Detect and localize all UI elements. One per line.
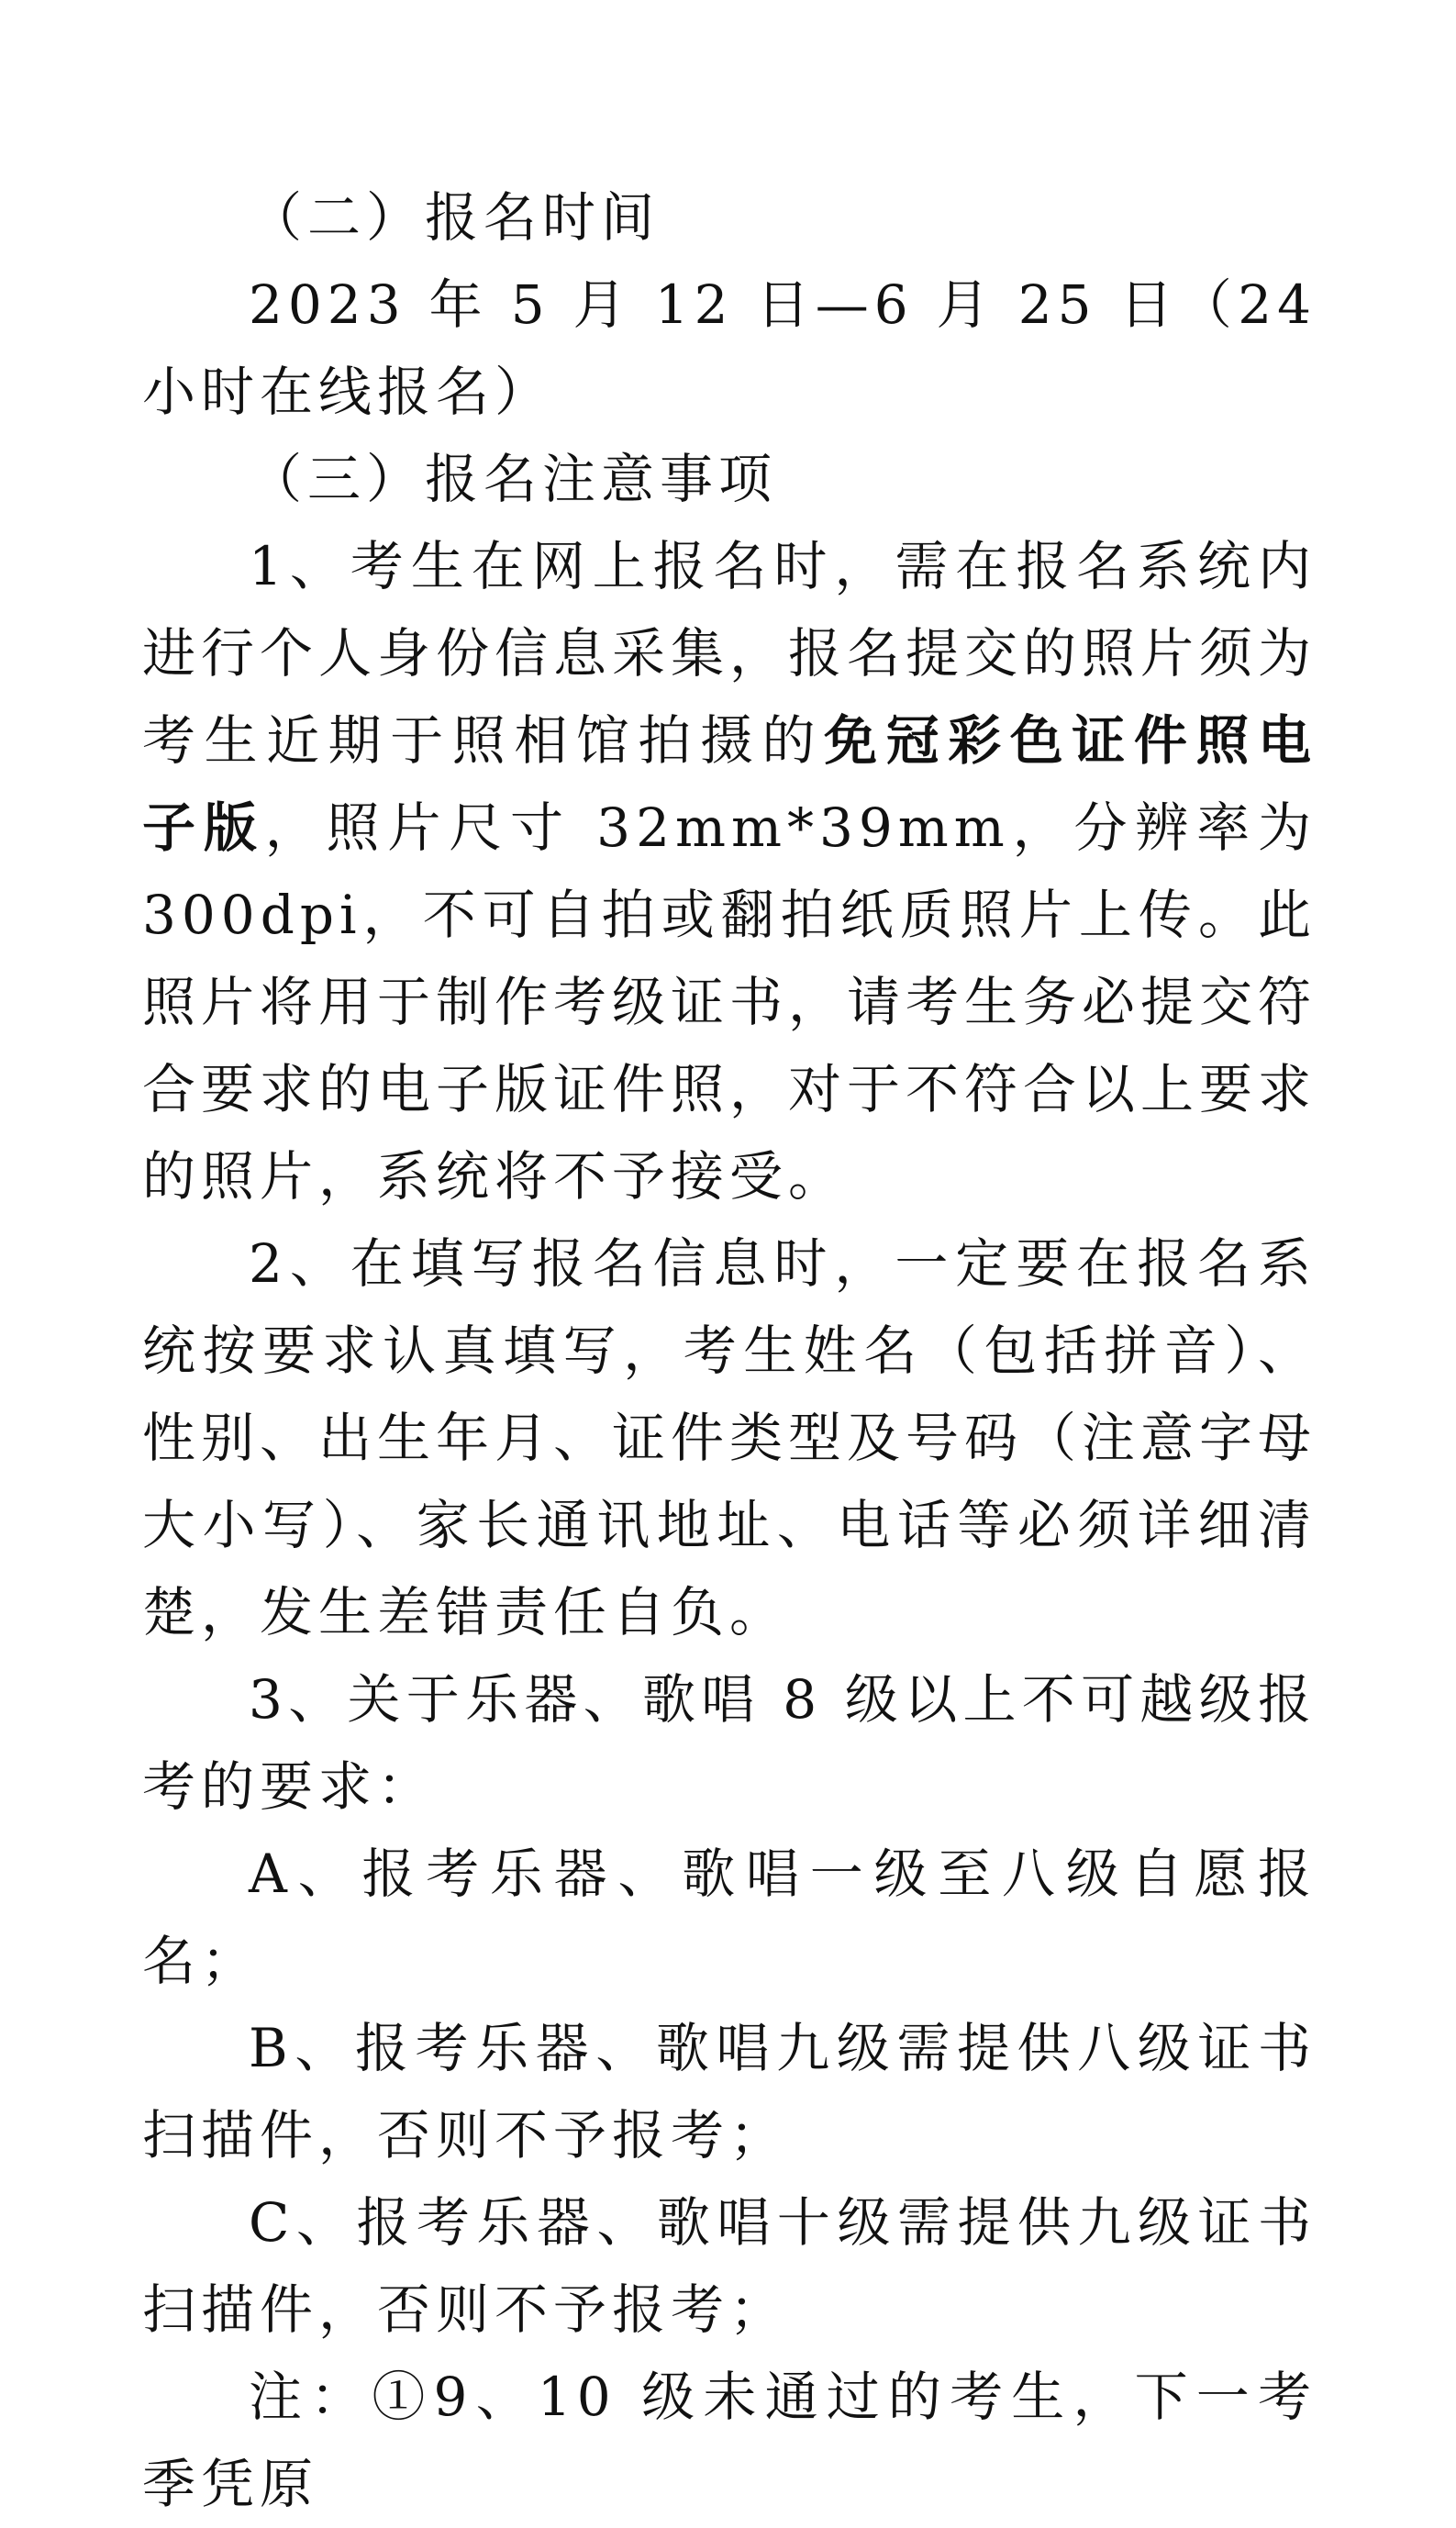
section-heading-registration-time: （二）报名时间 [249,186,661,249]
registration-time-paragraph: 2023 年 5 月 12 日—6 月 25 日（24 小时在线报名） [142,273,1317,423]
note-1-text-end: ，照片尺寸 32mm*39mm，分辨率为 300dpi，不可自拍或翻拍纸质照片上传。此照片将用于制作考级证书，请考生务必提交符合要求的电子版证件照，对于不符合以上要求的照片，系统将不予接受。 [142,796,1317,1208]
note-1-text-start: 1、考生在网上报名时，需在报名系统内进行个人身份信息采集，报名提交的照片须为考生近期于照相馆拍摄的 [142,535,1317,772]
note-2-paragraph: 2、在填写报名信息时，一定要在报名系统按要求认真填写，考生姓名（包括拼音）、性别、出生年月、证件类型及号码（注意字母大小写）、家长通讯地址、电话等必须详细清楚，发生差错责任自负。 [142,1232,1317,1643]
note-3-item-b: B、报考乐器、歌唱九级需提供八级证书扫描件，否则不予报考； [142,2017,1317,2166]
note-1-bold-emphasis: 免冠彩色证件照电子版 [142,709,1317,859]
note-3-paragraph: 3、关于乐器、歌唱 8 级以上不可越级报考的要求： [142,1668,1317,1818]
document-page [142,174,1317,2528]
note-3-item-c: C、报考乐器、歌唱十级需提供九级证书扫描件，否则不予报考； [142,2191,1317,2341]
note-1-paragraph [142,523,1317,1220]
section-heading-registration-notes: （三）报名注意事项 [249,448,778,510]
remark-paragraph: 注：①9、10 级未通过的考生，下一考季凭原 [142,2366,1317,2515]
note-3-item-a: A、报考乐器、歌唱一级至八级自愿报名； [142,1843,1317,1992]
